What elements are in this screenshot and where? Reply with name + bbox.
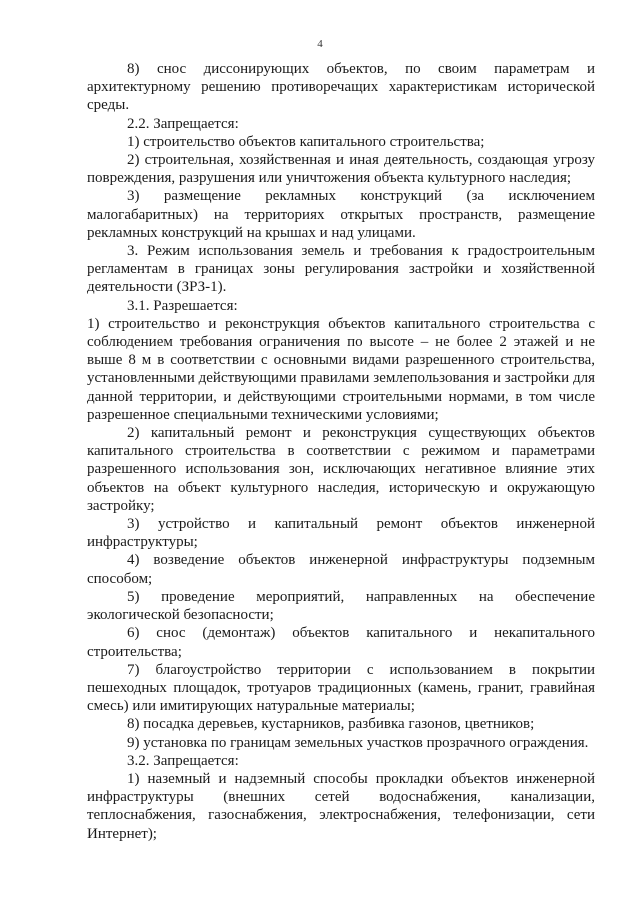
paragraph: 8) снос диссонирующих объектов, по своим параметрам и архитектурному решению противоречащих характеристикам исторической среды. [87, 61, 595, 114]
list-item: 1) строительство и реконструкция объектов капитального строительства с соблюдением требования ограничения по высоте – не более 2 этажей и не выше 8 м в соответствии с основными видами разрешенного строительства, установленными действующими правилами землепользования и застройки для данной территории, и действующими строительными нормами, в том числе разрешенное специальными техническими условиями; [87, 315, 595, 423]
section-heading: 3.1. Разрешается: [127, 297, 238, 314]
section-heading: 2.2. Запрещается: [127, 115, 239, 132]
list-item: 5) проведение мероприятий, направленных на обеспечение экологической безопасности; [87, 588, 595, 624]
list-item: 8) посадка деревьев, кустарников, разбивка газонов, цветников; [127, 716, 535, 733]
list-item: 3) устройство и капитальный ремонт объектов инженерной инфраструктуры; [87, 516, 595, 551]
list-item: 2) капитальный ремонт и реконструкция существующих объектов капитального строительства в соответствии с режимом и параметрами разрешенного использования зон, исключающих негативное влияние этих объектов на объект культурного наследия, историческую и окружающую застройку; [87, 425, 595, 514]
list-item: 1) наземный и надземный способы прокладки объектов инженерной инфраструктуры (внешних сетей водоснабжения, канализации, теплоснабжения, газоснабжения, электроснабжения, телефонизации, сети Интернет); [87, 770, 595, 842]
list-item: 9) установка по границам земельных участков прозрачного ограждения. [127, 734, 589, 751]
section-heading: 3. Режим использования земель и требования к градостроительным регламентам в границах зоны регулирования застройки и хозяйственной деятельности (ЗРЗ-1). [87, 243, 595, 296]
document-body [87, 60, 595, 843]
list-item: 4) возведение объектов инженерной инфраструктуры подземным способом; [87, 552, 595, 587]
list-item: 1) строительство объектов капитального строительства; [127, 133, 485, 150]
list-item: 2) строительная, хозяйственная и иная деятельность, создающая угрозу повреждения, разрушения или уничтожения объекта культурного наследия; [87, 152, 595, 187]
list-item: 7) благоустройство территории с использованием в покрытии пешеходных площадок, тротуаров традиционных (камень, гранит, гравийная смесь) или имитирующих натуральные материалы; [87, 661, 595, 715]
list-item: 3) размещение рекламных конструкций (за исключением малогабаритных) на территориях открытых пространств, размещение рекламных конструкций на крышах и над улицами. [87, 188, 595, 241]
section-heading: 3.2. Запрещается: [127, 752, 239, 769]
page-number: 4 [317, 38, 323, 50]
list-item: 6) снос (демонтаж) объектов капитального и некапитального строительства; [87, 625, 595, 660]
